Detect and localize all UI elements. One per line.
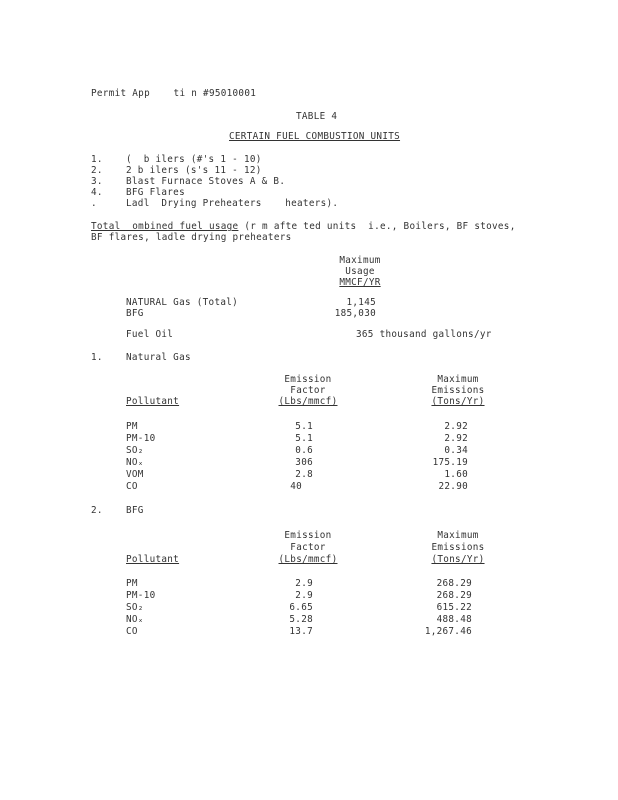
table-title: TABLE 4	[296, 111, 338, 122]
pollutant: NOₓ	[126, 457, 144, 468]
pollutant: NOₓ	[126, 614, 144, 625]
factor-head-2: Factor	[290, 542, 326, 553]
total-usage-line2: BF flares, ladle drying preheaters	[91, 232, 292, 243]
max-emissions: 1.60	[444, 469, 468, 480]
factor-head-1: Emission	[284, 374, 332, 385]
emission-factor: 40	[290, 481, 302, 492]
emissions-head-2: Emissions	[431, 542, 485, 553]
usage-fuel: BFG	[126, 308, 144, 319]
pollutant: SO₂	[126, 445, 144, 456]
usage-fuel: Fuel Oil	[126, 329, 174, 340]
unit-number: 2.	[91, 165, 103, 176]
max-emissions: 22.90	[438, 481, 468, 492]
section-number: 1.	[91, 352, 103, 363]
emission-factor: 5.1	[295, 421, 313, 432]
unit-text: Ladl Drying Preheaters heaters).	[126, 198, 339, 209]
emissions-head-2: Emissions	[431, 385, 485, 396]
table-subtitle: CERTAIN FUEL COMBUSTION UNITS	[229, 131, 401, 142]
usage-value: 185,030	[334, 308, 376, 319]
emission-factor: 5.1	[295, 433, 313, 444]
usage-value: 365 thousand gallons/yr	[356, 329, 492, 340]
max-emissions: 2.92	[444, 433, 468, 444]
max-emissions: 0.34	[444, 445, 468, 456]
emissions-head-3: (Tons/Yr)	[431, 396, 485, 407]
emissions-head-1: Maximum	[437, 530, 479, 541]
emission-factor: 2.9	[295, 578, 313, 589]
pollutant: CO	[126, 626, 138, 637]
section-number: 2.	[91, 505, 103, 516]
pollutant-head: Pollutant	[126, 554, 180, 565]
max-emissions: 488.48	[436, 614, 472, 625]
section-title: BFG	[126, 505, 144, 516]
pollutant: PM-10	[126, 590, 156, 601]
factor-head-3: (Lbs/mmcf)	[278, 396, 338, 407]
pollutant-head: Pollutant	[126, 396, 180, 407]
emission-factor: 0.6	[295, 445, 313, 456]
pollutant: PM	[126, 578, 138, 589]
max-emissions: 615.22	[436, 602, 472, 613]
factor-head-1: Emission	[284, 530, 332, 541]
pollutant: VOM	[126, 469, 144, 480]
usage-head-2: Usage	[345, 266, 375, 277]
max-emissions: 175.19	[432, 457, 468, 468]
usage-head-3: MMCF/YR	[339, 277, 381, 288]
max-emissions: 2.92	[444, 421, 468, 432]
emission-factor: 2.8	[295, 469, 313, 480]
max-emissions: 268.29	[436, 578, 472, 589]
emission-factor: 2.9	[295, 590, 313, 601]
emission-factor: 13.7	[289, 626, 313, 637]
max-emissions: 1,267.46	[424, 626, 472, 637]
unit-number: 4.	[91, 187, 103, 198]
unit-text: Blast Furnace Stoves A & B.	[126, 176, 286, 187]
permit-number: Permit App ti n #95010001	[91, 88, 257, 99]
max-emissions: 268.29	[436, 590, 472, 601]
emission-factor: 6.65	[289, 602, 313, 613]
pollutant: PM	[126, 421, 138, 432]
unit-number: .	[91, 198, 97, 209]
emission-factor: 306	[295, 457, 313, 468]
unit-number: 3.	[91, 176, 103, 187]
unit-text: ( b ilers (#'s 1 - 10)	[126, 154, 262, 165]
unit-text: BFG Flares	[126, 187, 185, 198]
factor-head-3: (Lbs/mmcf)	[278, 554, 338, 565]
emissions-head-1: Maximum	[437, 374, 479, 385]
pollutant: CO	[126, 481, 138, 492]
factor-head-2: Factor	[290, 385, 326, 396]
emission-factor: 5.28	[289, 614, 313, 625]
total-usage-rest: (r m afte ted units i.e., Boilers, BF stoves,	[238, 221, 516, 232]
pollutant: PM-10	[126, 433, 156, 444]
unit-number: 1.	[91, 154, 103, 165]
emissions-head-3: (Tons/Yr)	[431, 554, 485, 565]
unit-text: 2 b ilers (s's 11 - 12)	[126, 165, 262, 176]
usage-head-1: Maximum	[339, 255, 381, 266]
usage-fuel: NATURAL Gas (Total)	[126, 297, 239, 308]
total-usage-label: Total ombined fuel usage	[91, 221, 239, 232]
total-usage-line	[91, 221, 516, 232]
pollutant: SO₂	[126, 602, 144, 613]
section-title: Natural Gas	[126, 352, 191, 363]
usage-value: 1,145	[346, 297, 376, 308]
